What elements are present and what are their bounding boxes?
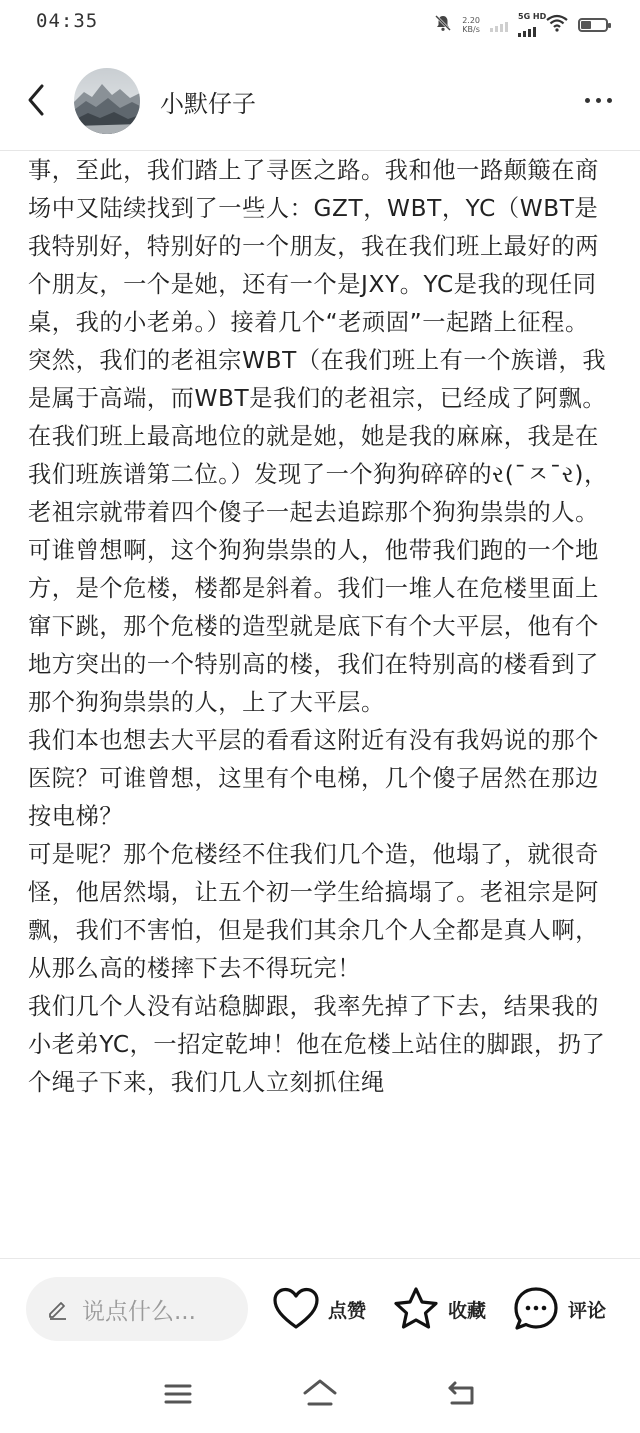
signal-5g-bars bbox=[518, 23, 536, 37]
author-name[interactable]: 小默仔子 bbox=[160, 90, 256, 118]
signal-5g bbox=[518, 11, 547, 37]
mute-bell-icon bbox=[434, 14, 452, 36]
system-nav-bar bbox=[0, 1358, 640, 1433]
net-speed-unit: KB/s bbox=[462, 25, 480, 34]
status-icons bbox=[434, 10, 608, 40]
heart-icon bbox=[272, 1287, 320, 1331]
more-dots-icon bbox=[585, 98, 590, 103]
more-options-button[interactable] bbox=[576, 80, 620, 120]
article-paragraph: 我们本也想去大平层的看看这附近有没有我妈说的那个医院？可谁曾想，这里有个电梯，几个傻子居然在那边按电梯？ bbox=[28, 727, 599, 830]
like-label: 点赞 bbox=[328, 1299, 367, 1322]
article-paragraph: 可是呢？那个危楼经不住我们几个造，他塌了，就很奇怪，他居然塌，让五个初一学生给搞塌了。老祖宗是阿飘，我们不害怕，但是我们其余几个人全都是真人啊，从那么高的楼摔下去不得玩完！ bbox=[28, 841, 599, 982]
article-header bbox=[0, 50, 640, 151]
back-button[interactable] bbox=[22, 80, 52, 120]
comment-bubble-icon bbox=[512, 1286, 560, 1332]
like-button[interactable] bbox=[272, 1285, 366, 1333]
network-type: 5G HD bbox=[518, 11, 547, 21]
article-paragraph: 我们几个人没有站稳脚跟，我率先掉了下去，结果我的小老弟YC，一招定乾坤！他在危楼上站住的脚跟，扔了个绳子下来，我们几人立刻抓住绳 bbox=[28, 993, 606, 1096]
battery-icon bbox=[578, 18, 608, 32]
pencil-icon bbox=[46, 1297, 70, 1321]
net-speed bbox=[462, 16, 480, 34]
comment-button[interactable] bbox=[512, 1285, 606, 1333]
favorite-button[interactable] bbox=[392, 1285, 486, 1333]
net-speed-value: 2.20 bbox=[462, 16, 480, 25]
status-time: 04:35 bbox=[36, 10, 99, 32]
avatar-landscape-image bbox=[74, 68, 140, 134]
signal-icon bbox=[490, 18, 508, 32]
article-body bbox=[28, 152, 618, 1258]
comment-label: 评论 bbox=[568, 1299, 607, 1322]
comment-placeholder: 说点什么... bbox=[82, 1298, 196, 1325]
menu-icon bbox=[158, 1376, 198, 1412]
article-paragraph: 事，至此，我们踏上了寻医之路。我和他一路颠簸在商场中又陆续找到了一些人：GZT，WBT，YC（WBT是我特别好，特别好的一个朋友，我在我们班上最好的两个朋友，一个是她，还有一个是JXY。YC是我的现任同桌，我的小老弟。）接着几个“老顽固”一起踏上征程。 bbox=[28, 157, 599, 336]
author-avatar[interactable] bbox=[74, 68, 140, 134]
home-icon bbox=[300, 1376, 340, 1412]
comment-input[interactable] bbox=[26, 1277, 248, 1341]
home-button[interactable] bbox=[300, 1376, 340, 1412]
back-arrow-icon bbox=[442, 1376, 482, 1412]
menu-button[interactable] bbox=[158, 1376, 198, 1412]
star-icon bbox=[392, 1286, 440, 1332]
back-nav-button[interactable] bbox=[442, 1376, 482, 1412]
favorite-label: 收藏 bbox=[448, 1299, 487, 1322]
status-bar bbox=[0, 0, 640, 50]
bottom-action-bar bbox=[0, 1258, 640, 1359]
wifi-icon bbox=[546, 14, 568, 36]
article-paragraph: 突然，我们的老祖宗WBT（在我们班上有一个族谱，我是属于高端，而WBT是我们的老祖宗，已经成了阿飘。在我们班上最高地位的就是她，她是我的麻麻，我是在我们班族谱第二位。）发现了一个狗狗碎碎的ર(¯ㅈ¯ર)，老祖宗就带着四个傻子一起去追踪那个狗狗祟祟的人。可谁曾想啊，这个狗狗祟祟的人，他带我们跑的一个地方，是个危楼，楼都是斜着。我们一堆人在危楼里面上窜下跳，那个危楼的造型就是底下有个大平层，他有个地方突出的一个特别高的楼，我们在特别高的楼看到了那个狗狗祟祟的人，上了大平层。 bbox=[28, 347, 608, 716]
chevron-left-icon bbox=[22, 80, 52, 120]
